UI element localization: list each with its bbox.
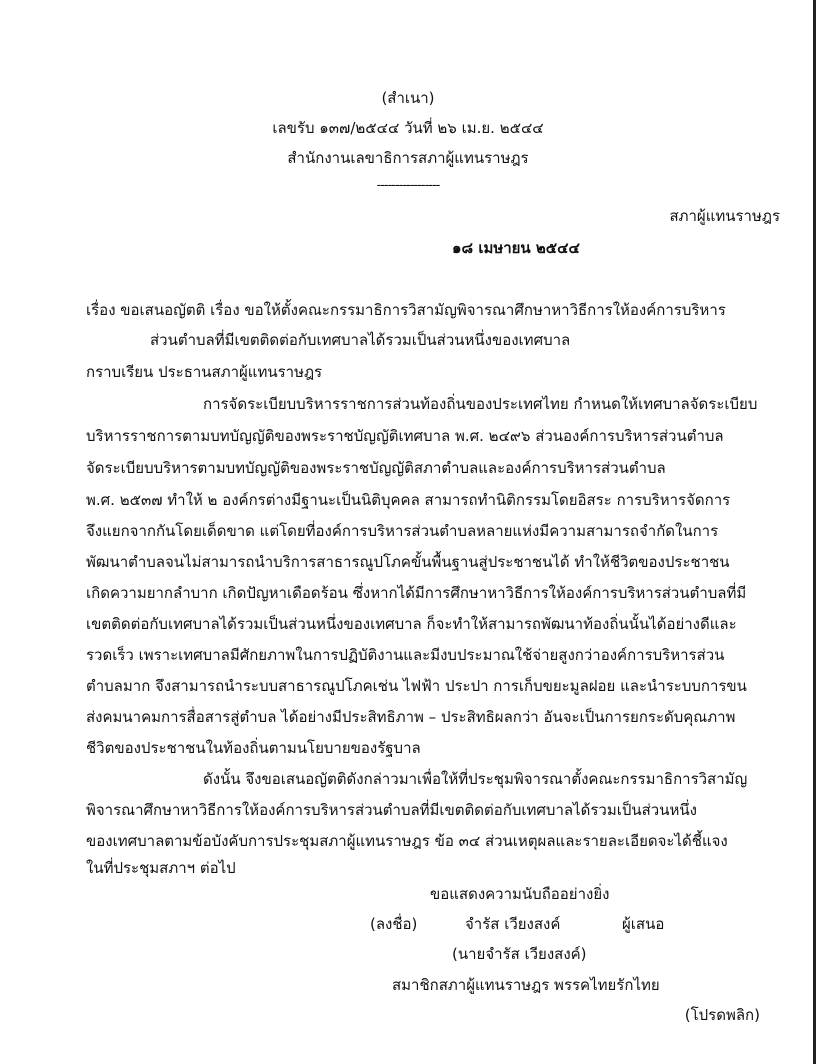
signature: จำรัส เวียงสงค์ — [465, 915, 561, 933]
body-line: ของเทศบาลตามข้อบังคับการประชุมสภาผู้แทนราษฎร ข้อ ๓๔ ส่วนเหตุผลและรายละเอียดจะได้ชี้แจง — [86, 832, 728, 850]
body-line: จึงแยกจากกันโดยเด็ดขาด แต่โดยที่องค์การบริหารส่วนตำบลหลายแห่งมีความสามารถจำกัดในการ — [86, 522, 719, 540]
body-line: ชีวิตของประชาชนในท้องถิ่นตามนโยบายของรัฐบาล — [86, 739, 421, 757]
closing-regards: ขอแสดงความนับถืออย่างยิ่ง — [430, 885, 610, 903]
body-line: เกิดความยากลำบาก เกิดปัญหาเดือดร้อน ซึ่งหากได้มีการศึกษาหาวิธีการให้องค์การบริหารส่วนตำบลที่มี — [86, 584, 747, 602]
subject-line-1: เรื่อง ขอเสนอญัตติ เรื่อง ขอให้ตั้งคณะกรรมาธิการวิสามัญพิจารณาศึกษาหาวิธีการให้องค์การบริหาร — [86, 301, 726, 319]
body-line: พัฒนาตำบลจนไม่สามารถนำบริการสาธารณูปโภคขั้นพื้นฐานสู่ประชาชนได้ ทำให้ชีวิตของประชาชน — [86, 553, 730, 571]
sender-place: สภาผู้แทนราษฎร — [669, 207, 780, 225]
body-line: จัดระเบียบบริหารตามบทบัญญัติของพระราชบัญญัติสภาตำบลและองค์การบริหารส่วนตำบล — [86, 459, 666, 477]
sign-label: (ลงชื่อ) — [370, 915, 418, 933]
subject-line-2: ส่วนตำบลที่มีเขตติดต่อกับเทศบาลได้รวมเป็นส่วนหนึ่งของเทศบาล — [150, 331, 571, 349]
body-line: รวดเร็ว เพราะเทศบาลมีศักยภาพในการปฏิบัติงานและมีงบประมาณใช้จ่ายสูงกว่าองค์การบริหารส่วน — [86, 646, 725, 664]
turn-over-note: (โปรดพลิก) — [684, 1006, 760, 1024]
body-line: ตำบลมาก จึงสามารถนำระบบสาธารณูปโภคเช่น ไฟฟ้า ประปา การเก็บขยะมูลฝอย และนำระบบการขน — [86, 677, 747, 695]
receipt-number: เลขรับ ๑๓๗/๒๕๔๔ วันที่ ๒๖ เม.ย. ๒๕๔๔ — [272, 119, 544, 137]
body-line: ในที่ประชุมสภาฯ ต่อไป — [86, 859, 236, 877]
body-line: ดังนั้น จึงขอเสนอญัตติดังกล่าวมาเพื่อให้ที่ประชุมพิจารณาตั้งคณะกรรมาธิการวิสามัญ — [203, 770, 748, 788]
letter-date: ๑๘ เมษายน ๒๕๔๔ — [452, 239, 580, 257]
body-line: เขตติดต่อกับเทศบาลได้รวมเป็นส่วนหนึ่งของเทศบาล ก็จะทำให้สามารถพัฒนาท้องถิ่นนั้นได้อย่างดีและ — [86, 615, 737, 633]
signer-role: ผู้เสนอ — [622, 915, 665, 933]
body-line: บริหารราชการตามบทบัญญัติของพระราชบัญญัติเทศบาล พ.ศ. ๒๔๙๖ ส่วนองค์การบริหารส่วนตำบล — [86, 427, 724, 445]
signer-position: สมาชิกสภาผู้แทนราษฎร พรรคไทยรักไทย — [392, 976, 660, 994]
office-name: สำนักงานเลขาธิการสภาผู้แทนราษฎร — [287, 149, 529, 167]
body-line: พิจารณาศึกษาหาวิธีการให้องค์การบริหารส่วนตำบลที่มีเขตติดต่อกับเทศบาลได้รวมเป็นส่วนหนึ่ง — [86, 801, 697, 819]
body-line: พ.ศ. ๒๕๓๗ ทำให้ ๒ องค์กรต่างมีฐานะเป็นนิติบุคคล สามารถทำนิติกรรมโดยอิสระ การบริหารจัดการ — [86, 491, 731, 509]
body-line: การจัดระเบียบบริหารราชการส่วนท้องถิ่นของประเทศไทย กำหนดให้เทศบาลจัดระเบียบ — [203, 395, 758, 413]
header-separator: ----------------- — [376, 178, 440, 193]
printed-name: (นายจำรัส เวียงสงค์) — [452, 945, 587, 963]
body-line: ส่งคมนาคมการสื่อสารสู่ตำบล ได้อย่างมีประสิทธิภาพ – ประสิทธิผลกว่า อันจะเป็นการยกระดับคุณภาพ — [86, 708, 736, 726]
copy-mark: (สำเนา) — [381, 89, 435, 107]
salutation: กราบเรียน ประธานสภาผู้แทนราษฎร — [86, 363, 323, 381]
